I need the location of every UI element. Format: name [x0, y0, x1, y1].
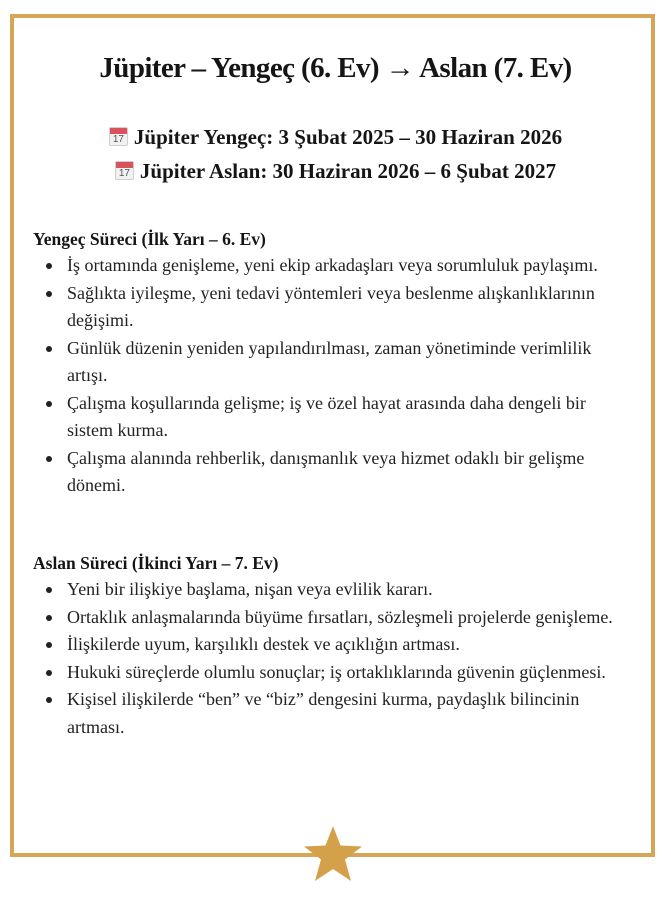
section-heading: Aslan Süreci (İkinci Yarı – 7. Ev): [33, 553, 279, 573]
bullet-icon: [46, 346, 52, 352]
list-item: Çalışma koşullarında gelişme; iş ve özel hayat arasında daha dengeli bir sistem kurma.: [33, 390, 622, 445]
section-aslan: [33, 552, 633, 741]
bullet-list: [33, 576, 633, 741]
section-heading: Yengeç Süreci (İlk Yarı – 6. Ev): [33, 229, 266, 249]
list-item: Çalışma alanında rehberlik, danışmanlık veya hizmet odaklı bir gelişme dönemi.: [33, 445, 622, 500]
list-item: Ortaklık anlaşmalarında büyüme fırsatları, sözleşmeli projelerde genişleme.: [33, 604, 633, 632]
list-item: Yeni bir ilişkiye başlama, nişan veya evlilik kararı.: [33, 576, 633, 604]
list-item: İş ortamında genişleme, yeni ekip arkadaşları veya sorumluluk paylaşımı.: [33, 252, 622, 280]
section-yengec: [33, 228, 633, 500]
calendar-icon: 17: [109, 127, 128, 146]
bullet-icon: [46, 456, 52, 462]
date-ranges: [0, 120, 671, 188]
date-line-yengec: 17 Jüpiter Yengeç: 3 Şubat 2025 – 30 Haziran 2026: [0, 120, 671, 154]
list-item: Günlük düzenin yeniden yapılandırılması, zaman yönetiminde verimlilik artışı.: [33, 335, 622, 390]
list-item: Hukuki süreçlerde olumlu sonuçlar; iş ortaklıklarında güvenin güçlenmesi.: [33, 659, 633, 687]
bullet-icon: [46, 263, 52, 269]
calendar-icon: 17: [115, 161, 134, 180]
bullet-icon: [46, 615, 52, 621]
bullet-icon: [46, 401, 52, 407]
list-item: Sağlıkta iyileşme, yeni tedavi yöntemleri veya beslenme alışkanlıklarının değişimi.: [33, 280, 622, 335]
list-item: Kişisel ilişkilerde “ben” ve “biz” dengesini kurma, paydaşlık bilincinin artması.: [33, 686, 633, 741]
bullet-icon: [46, 642, 52, 648]
bullet-icon: [46, 291, 52, 297]
page-title: Jüpiter – Yengeç (6. Ev) → Aslan (7. Ev): [99, 52, 572, 84]
list-item: İlişkilerde uyum, karşılıklı destek ve açıklığın artması.: [33, 631, 633, 659]
bullet-icon: [46, 697, 52, 703]
bullet-icon: [46, 670, 52, 676]
bullet-icon: [46, 587, 52, 593]
date-line-aslan: 17 Jüpiter Aslan: 30 Haziran 2026 – 6 Şubat 2027: [0, 154, 671, 188]
bullet-list: [33, 252, 633, 500]
star-icon: [302, 824, 364, 884]
